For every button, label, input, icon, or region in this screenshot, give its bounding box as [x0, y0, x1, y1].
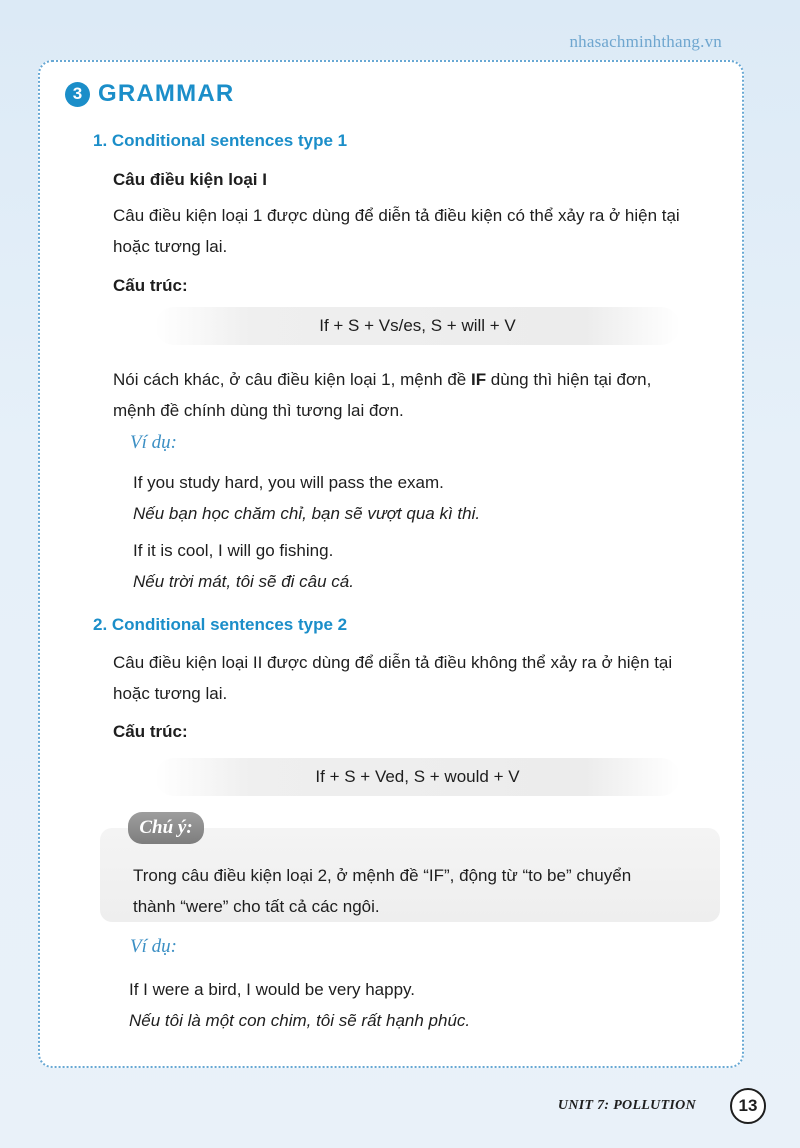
type2-desc-line2: hoặc tương lai. [113, 684, 228, 703]
type1-heading: 1. Conditional sentences type 1 [93, 131, 348, 150]
type2-heading: 2. Conditional sentences type 2 [93, 615, 348, 634]
type2-example-en: If I were a bird, I would be very happy. [129, 980, 415, 999]
type1-desc-line2: hoặc tương lai. [113, 237, 228, 256]
type1-example1-en: If you study hard, you will pass the exam. [133, 473, 444, 492]
section-number-badge: 3 [65, 82, 90, 107]
site-watermark: nhasachminhthang.vn [569, 32, 722, 51]
type2-structure-label: Cấu trúc: [113, 722, 188, 741]
type2-example-label: Ví dụ: [130, 936, 177, 957]
type1-structure-label: Cấu trúc: [113, 276, 188, 295]
type1-other-line1-c: dùng thì hiện tại đơn, [486, 370, 652, 389]
unit-footer: UNIT 7: POLLUTION [557, 1098, 696, 1113]
section-title: GRAMMAR [98, 80, 235, 107]
type1-other-if: IF [470, 370, 487, 389]
note-label: Chú ý: [128, 812, 204, 844]
type1-formula: If + S + Vs/es, S + will + V [155, 307, 680, 345]
type2-desc-line1: Câu điều kiện loại II được dùng để diễn tả điều không thể xảy ra ở hiện tại [113, 653, 673, 672]
type1-example1-vi: Nếu bạn học chăm chỉ, bạn sẽ vượt qua kì thi. [133, 504, 481, 523]
note-line1: Trong câu điều kiện loại 2, ở mệnh đề “IF”, động từ “to be” chuyển [133, 866, 632, 885]
note-line2: thành “were” cho tất cả các ngôi. [133, 897, 380, 916]
type2-example-vi: Nếu tôi là một con chim, tôi sẽ rất hạnh phúc. [129, 1011, 471, 1030]
type1-desc-line1: Câu điều kiện loại 1 được dùng để diễn tả điều kiện có thể xảy ra ở hiện tại [113, 206, 680, 225]
page-number: 13 [730, 1088, 766, 1124]
type1-example2-en: If it is cool, I will go fishing. [133, 541, 334, 560]
type2-formula: If + S + Ved, S + would + V [155, 758, 680, 796]
type1-example2-vi: Nếu trời mát, tôi sẽ đi câu cá. [133, 572, 354, 591]
type1-subheading: Câu điều kiện loại I [113, 170, 267, 189]
type1-other-line2: mệnh đề chính dùng thì tương lai đơn. [113, 401, 404, 420]
section-header [65, 80, 234, 108]
type1-example-label: Ví dụ: [130, 432, 177, 453]
type1-other-line1 [113, 364, 651, 395]
type1-other-line1-a: Nói cách khác, ở câu điều kiện loại 1, mệnh đề [113, 370, 471, 389]
